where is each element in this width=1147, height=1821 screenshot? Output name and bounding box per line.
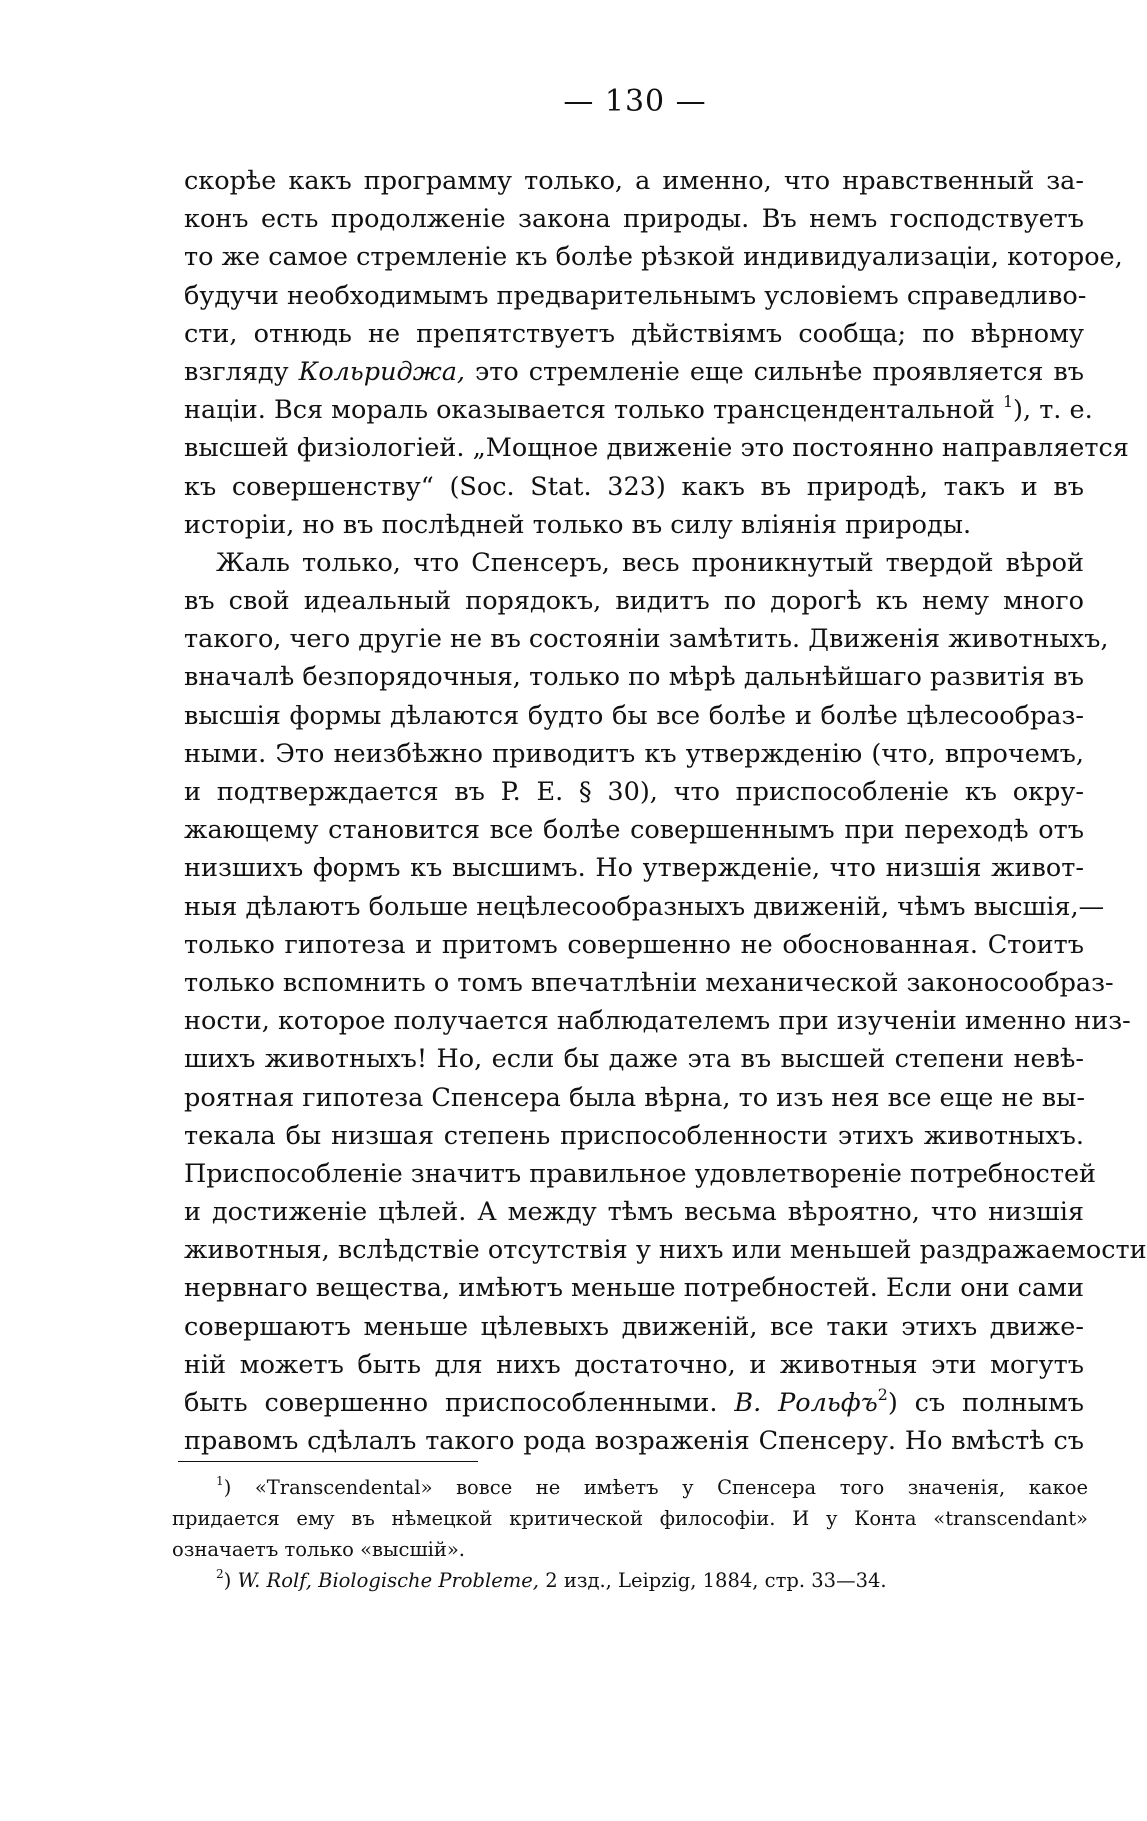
text-line: сти, отнюдь не препятствуетъ дѣйствіямъ сообща; по вѣрному <box>184 318 1084 349</box>
text-line: ными. Это неизбѣжно приводитъ къ утвержденію (что, впрочемъ, <box>184 738 1084 769</box>
text-line: исторіи, но въ послѣдней только въ силу вліянія природы. <box>184 509 972 540</box>
footnote-2 <box>172 1565 1088 1596</box>
text-line: то же самое стремленіе къ болѣе рѣзкой индивидуализаціи, которое, <box>184 242 1123 273</box>
text-run: ) съ полнымъ <box>887 1388 1084 1418</box>
text-run: это стремленіе еще сильнѣе проявляется въ <box>465 356 1084 387</box>
text-line: только гипотеза и притомъ совершенно не обоснованная. Стоитъ <box>184 929 1084 960</box>
text-line: Жаль только, что Спенсеръ, весь проникнутый твердой вѣрой <box>216 547 1084 578</box>
footnotes <box>172 1472 1088 1596</box>
footnote-text: ) «Transcendental» вовсе не имѣетъ у Спенсера того значенія, какое <box>223 1476 1088 1499</box>
text-run: взгляду <box>184 356 299 387</box>
footnote-marker-2: 2 <box>216 1567 224 1582</box>
page-number: — 130 — <box>563 84 707 119</box>
text-line: правомъ сдѣлалъ такого рода возраженія Спенсеру. Но вмѣстѣ съ <box>184 1426 1084 1457</box>
text-line: и достиженіе цѣлей. А между тѣмъ весьма вѣроятно, что низшія <box>184 1197 1084 1228</box>
text-line: въ свой идеальный порядокъ, видитъ по дорогѣ къ нему много <box>184 586 1084 617</box>
footnote-ref-1: 1 <box>1002 392 1014 412</box>
footnote-text: 2 изд., Leipzig, 1884, стр. 33—34. <box>539 1569 887 1592</box>
text-line: животныя, вслѣдствіе отсутствія у нихъ или меньшей раздражаемости <box>184 1235 1147 1266</box>
text-line: такого, чего другіе не въ состояніи замѣтить. Движенія животныхъ, <box>184 624 1109 655</box>
text-line: нервнаго вещества, имѣютъ меньше потребностей. Если они сами <box>184 1273 1084 1304</box>
footnote-text: придается ему въ нѣмецкой критической философіи. И у Конта «transcendant» <box>172 1507 1088 1530</box>
text-line: конъ есть продолженіе закона природы. Въ немъ господствуетъ <box>184 204 1084 235</box>
footnote-text: означаетъ только «высшій». <box>172 1538 465 1561</box>
text-line: ныя дѣлаютъ больше нецѣлесообразныхъ движеній, чѣмъ высшія,— <box>184 891 1105 922</box>
text-run: быть совершенно приспособленными. <box>184 1388 735 1418</box>
text-line: Приспособленіе значитъ правильное удовлетвореніе потребностей <box>184 1158 1097 1189</box>
text-line: скорѣе какъ программу только, а именно, что нравственный за- <box>184 166 1084 196</box>
text-line: шихъ животныхъ! Но, если бы даже эта въ высшей степени невѣ- <box>184 1044 1084 1075</box>
author-name-italic: Кольриджа, <box>298 356 466 387</box>
citation-italic: W. Rolf, Biologische Probleme, <box>237 1569 540 1592</box>
text-line: жающему становится все болѣе совершеннымъ при переходѣ отъ <box>184 815 1084 846</box>
main-text <box>184 162 1147 1460</box>
text-line: и подтверждается въ P. E. § 30), что приспособленіе къ окру- <box>184 777 1084 807</box>
footnote-text: ) <box>223 1569 238 1592</box>
text-line: будучи необходимымъ предварительнымъ условіемъ справедливо- <box>184 280 1087 311</box>
text-run: націи. Вся мораль оказывается только трансцендентальной <box>184 395 1003 426</box>
text-line <box>184 391 1093 429</box>
footnote-marker-1: 1 <box>216 1474 224 1489</box>
text-line: совершаютъ меньше цѣлевыхъ движеній, все таки этихъ движе- <box>184 1311 1084 1342</box>
text-line: низшихъ формъ къ высшимъ. Но утвержденіе, что низшія живот- <box>184 853 1084 884</box>
footnote-divider <box>178 1461 478 1462</box>
text-line: текала бы низшая степень приспособленности этихъ животныхъ. <box>184 1120 1084 1151</box>
text-line <box>184 353 1084 391</box>
text-line: только вспомнить о томъ впечатлѣніи механической законосообраз- <box>184 967 1114 998</box>
footnote-1 <box>172 1472 1088 1503</box>
text-line: высшей физіологіей. „Мощное движеніе это постоянно направляется <box>184 433 1129 464</box>
text-line: ній можетъ быть для нихъ достаточно, и животныя эти могутъ <box>184 1349 1084 1380</box>
footnote-ref-2: 2 <box>877 1384 888 1404</box>
text-line: ности, которое получается наблюдателемъ при изученіи именно низ- <box>184 1006 1131 1037</box>
text-line: вначалѣ безпорядочныя, только по мѣрѣ дальнѣйшаго развитія въ <box>184 662 1084 693</box>
text-line <box>184 1384 1084 1422</box>
author-name-italic: В. Рольфъ <box>734 1388 878 1418</box>
text-line: роятная гипотеза Спенсера была вѣрна, то изъ нея все еще не вы- <box>184 1082 1085 1113</box>
text-line: высшія формы дѣлаются будто бы все болѣе и болѣе цѣлесообраз- <box>184 700 1084 731</box>
text-run: ), т. е. <box>1013 395 1093 426</box>
text-line: къ совершенству“ (Soc. Stat. 323) какъ въ природѣ, такъ и въ <box>184 471 1084 502</box>
